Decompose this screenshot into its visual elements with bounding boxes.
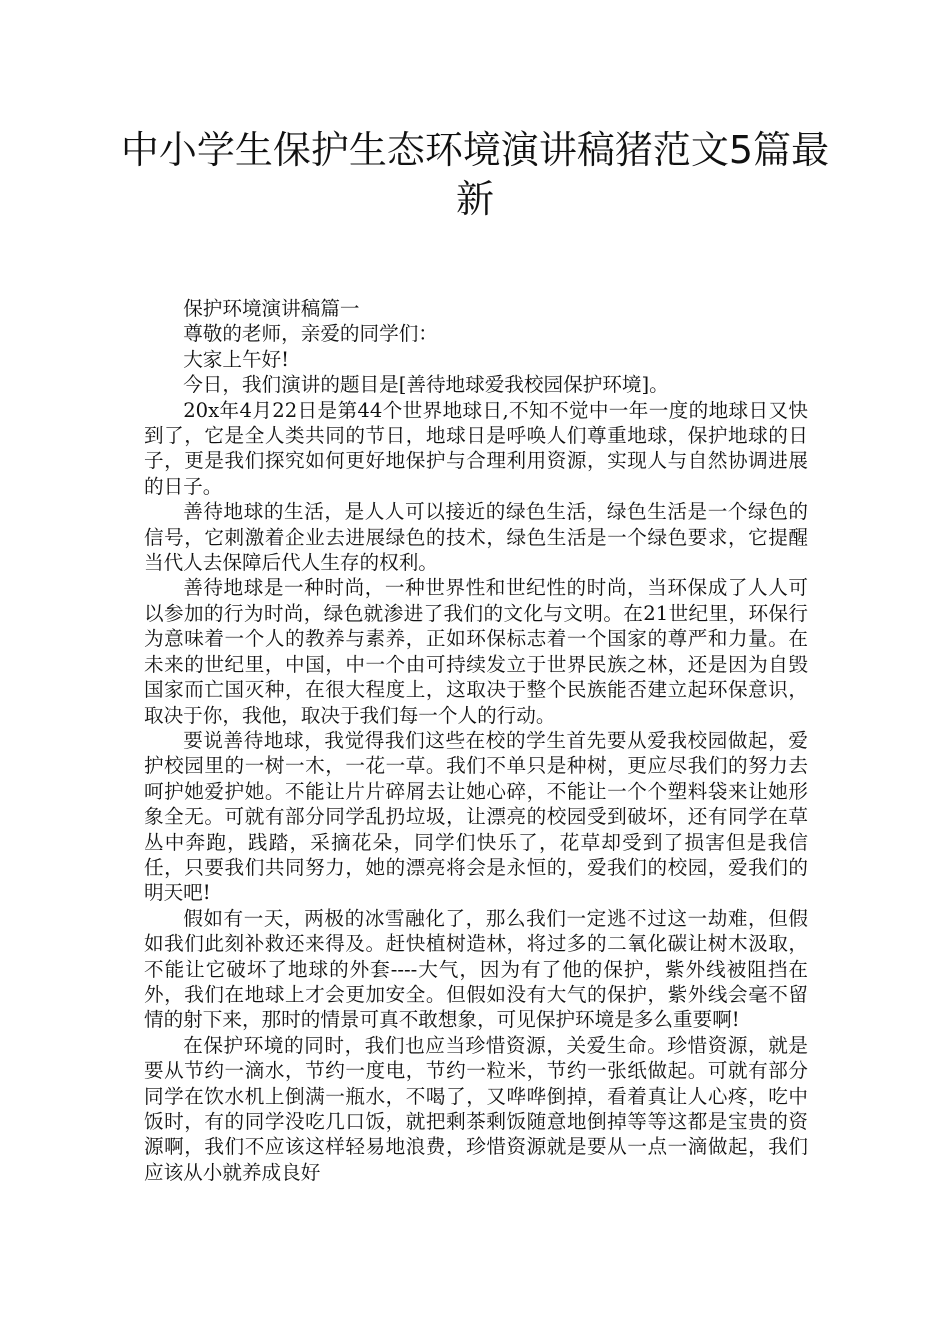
- paragraph: 善待地球的生活，是人人可以接近的绿色生活，绿色生活是一个绿色的信号，它刺激着企业去进展绿色的技术，绿色生活是一个绿色要求，它提醒当代人去保障后代人生存的权利。: [144, 500, 808, 575]
- paragraph: 今日，我们演讲的题目是[善待地球爱我校园保护环境]。: [183, 373, 669, 397]
- paragraph: 尊敬的老师，亲爱的同学们：: [183, 322, 438, 346]
- paragraph: 在保护环境的同时，我们也应当珍惜资源，关爱生命。珍惜资源，就是要从节约一滴水，节约一度电，节约一粒米，节约一张纸做起。可就有部分同学在饮水机上倒满一瓶水，不喝了，又哗哗倒掉，看着真让人心疼，吃中饭时，有的同学没吃几口饭，就把剩茶剩饭随意地倒掉等等这都是宝贵的资源啊，我们不应该这样轻易地浪费，珍惜资源就是要从一点一滴做起，我们应该从小就养成良好: [144, 1033, 808, 1184]
- paragraph: 20x年4月22日是第44个世界地球日,不知不觉中一年一度的地球日又快到了，它是全人类共同的节日，地球日是呼唤人们尊重地球，保护地球的日子，更是我们探究如何更好地保护与合理利用资源，实现人与自然协调进展的日子。: [144, 398, 808, 498]
- paragraph: 大家上午好!: [183, 347, 290, 371]
- paragraph: 善待地球是一种时尚，一种世界性和世纪性的时尚，当环保成了人人可以参加的行为时尚，绿色就渗进了我们的文化与文明。在21世纪里，环保行为意味着一个人的教养与素养，正如环保标志着一个国家的尊严和力量。在未来的世纪里，中国，中一个由可持续发立于世界民族之林，还是因为自毁国家而亡国灭种，在很大程度上，这取决于整个民族能否建立起环保意识，取决于你，我他，取决于我们每一个人的行动。: [144, 576, 808, 727]
- paragraph: 假如有一天，两极的冰雪融化了，那么我们一定逃不过这一劫难，但假如我们此刻补救还来得及。赶快植树造林，将过多的二氧化碳让树木汲取，不能让它破坏了地球的外套----大气，因为有了他的保护，紫外线被阻挡在外，我们在地球上才会更加安全。但假如没有大气的保护，紫外线会毫不留情的射下来，那时的情景可真不敢想象，可见保护环境是多么重要啊!: [144, 906, 808, 1032]
- document-title: 中小学生保护生态环境演讲稿猪范文5篇最新: [120, 128, 830, 221]
- paragraph: 要说善待地球，我觉得我们这些在校的学生首先要从爱我校园做起，爱护校园里的一树一木，一花一草。我们不单只是种树，更应尽我们的努力去呵护她爱护她。不能让片片碎屑去让她心碎，不能让一个个塑料袋来让她形象全无。可就有部分同学乱扔垃圾，让漂亮的校园受到破坏，还有同学在草丛中奔跑，践踏，采摘花朵，同学们快乐了，花草却受到了损害但是我信任，只要我们共同努力，她的漂亮将会是永恒的，爱我们的校园，爱我们的明天吧!: [144, 728, 808, 905]
- paragraph: 保护环境演讲稿篇一: [183, 297, 360, 320]
- document-body: [144, 296, 808, 1185]
